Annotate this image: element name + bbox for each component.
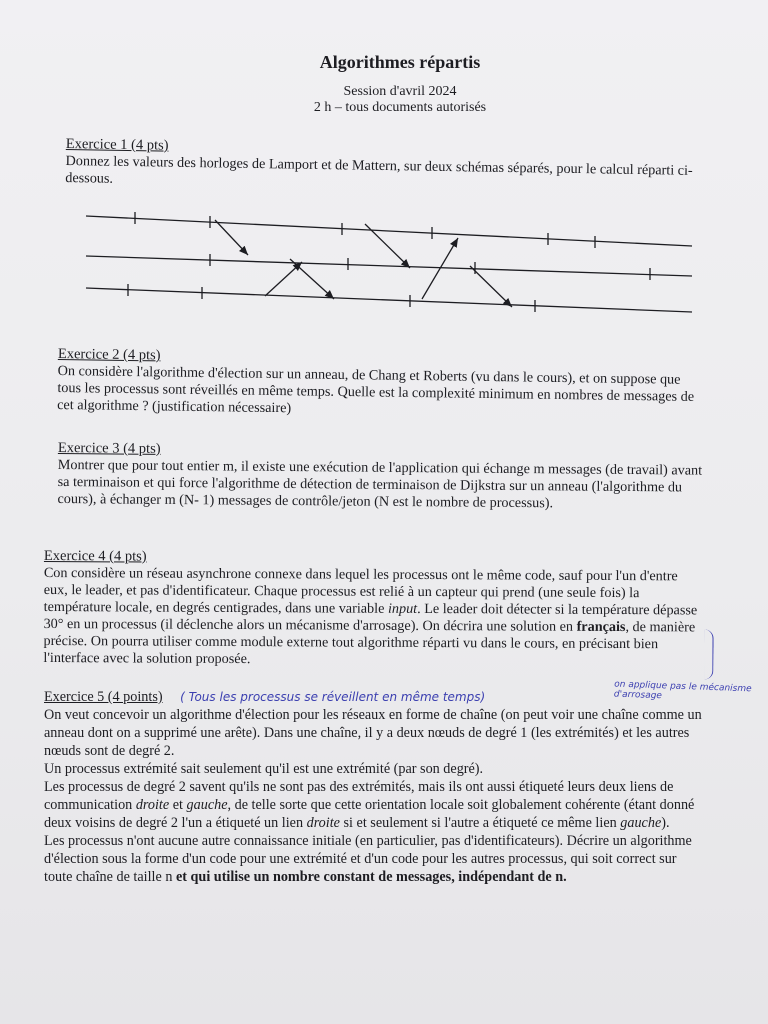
exercise-4 <box>43 548 704 670</box>
exercise-5-para-3-c: , de telle sorte que cette orientation locale soit globalement cohérente (étant donné deux voisins de degré 2 l'un a étiqueté un lien <box>44 797 695 831</box>
word-droite-2: droite <box>306 815 340 831</box>
word-droite: droite <box>135 797 170 813</box>
exercise-5-heading: Exercice 5 (4 points) <box>44 689 163 705</box>
exercise-3 <box>57 440 708 514</box>
exercise-5-para-4-bold: et qui utilise un nombre constant de messages, indépendant de n. <box>175 869 567 885</box>
session-line: Session d'avril 2024 <box>343 84 457 99</box>
exercise-3-heading: Exercice 3 (4 pts) <box>57 440 161 457</box>
process-line-p2 <box>86 256 692 276</box>
exercise-2-heading: Exercice 2 (4 pts) <box>57 346 161 364</box>
handwritten-note-wake: ( Tous les processus se réveillent en même temps) <box>180 690 486 704</box>
handwritten-bracket <box>704 629 713 679</box>
exercise-5 <box>44 679 752 886</box>
exercise-5-para-1: On veut concevoir un algorithme d'élection pour les réseaux en forme de chaîne (on peut voir une chaîne comme un anneau dont on a supprimé une arête). Dans une chaîne, il y a deux nœuds de degré 1 (les extrémités) et les autres nœuds sont de degré 2. <box>44 707 702 759</box>
handwritten-note-margin: on applique pas le mécanisme d'arrosage <box>613 679 752 702</box>
exercise-4-input-word: input <box>387 600 418 617</box>
exercise-4-text-part2: . Le leader doit détecter si la température dépasse 30° en un processus (il déclenche alors un mécanisme d'arrosage). On décrira une solution en <box>43 600 698 635</box>
exercise-5-para-3 <box>44 778 706 832</box>
event-ticks <box>128 212 650 312</box>
exercise-4-text-part1: Con considère un réseau asynchrone connexe dans lequel les processus ont le même code, sauf pour l'un d'entre eux, le leader, et pas d'identificateur. Chaque processus est relié à un capteur qui prend (une seule fois) la température locale, en degrés centigrades, dans une variable <box>43 564 678 617</box>
exercise-5-para-3-d: si et seulement si l'autre a étiqueté ce même lien <box>339 815 621 831</box>
exercise-5-para-2: Un processus extrémité sait seulement qu'il est une extrémité (par son degré). <box>44 761 484 777</box>
exercise-5-para-3-b: et <box>169 797 187 813</box>
exercise-5-para-3-e: ). <box>661 815 670 831</box>
space-time-diagram <box>80 212 700 322</box>
exercise-5-para-4-a: Les processus n'ont aucune autre connaissance initiale (en particulier, pas d'identificateurs). Décrire un algorithme d'élection sous la forme d'un code pour une extrémité et d'un code pour les autres processus, qui soit correct sur toute chaîne de taille n <box>44 833 692 885</box>
exercise-1-text: Donnez les valeurs des horloges de Lamport et de Mattern, sur deux schémas séparés, pour le calcul réparti ci-dessous. <box>65 152 693 187</box>
exercise-2-text: On considère l'algorithme d'élection sur un anneau, de Chang et Roberts (vu dans le cours), et on suppose que tous les processus sont réveillés en même temps. Quelle est la complexité minimum en nombres de messages de cet algorithme ? (justification nécessaire) <box>57 362 695 417</box>
word-gauche-2: gauche <box>620 815 662 831</box>
page-title: Algorithmes répartis <box>319 52 481 72</box>
exercise-4-text-part3: , de manière précise. On pourra utiliser comme module externe tout algorithme réparti vu dans le cours, en précisant bien l'interface avec la solution proposée. <box>43 619 696 668</box>
process-line-p1 <box>86 216 692 246</box>
word-gauche: gauche <box>186 797 228 813</box>
messages <box>215 220 512 307</box>
exercise-3-text: Montrer que pour tout entier m, il existe une exécution de l'application qui échange m messages (de travail) avant sa terminaison et qui force l'algorithme de détection de terminaison de Dijkstra sur un anneau (l'algorithme du cours), à échanger m (N- 1) messages de contrôle/jeton (N est le nombre de processus). <box>57 456 703 512</box>
duration-line: 2 h – tous documents autorisés <box>313 100 487 115</box>
process-line-p3 <box>86 288 692 312</box>
exercise-5-para-4 <box>44 832 706 886</box>
exercise-1-heading: Exercice 1 (4 pts) <box>65 136 169 154</box>
exercise-2 <box>57 346 708 423</box>
exercise-4-francais-word: français <box>576 618 626 636</box>
exercise-5-para-3-a: Les processus de degré 2 savent qu'ils ne sont pas des extrémités, mais ils ont aussi étiqueté leurs deux liens de communication <box>44 779 674 813</box>
exercise-4-heading: Exercice 4 (4 pts) <box>43 548 147 565</box>
exercise-5-heading-line <box>44 679 752 706</box>
exercise-1 <box>65 136 716 197</box>
